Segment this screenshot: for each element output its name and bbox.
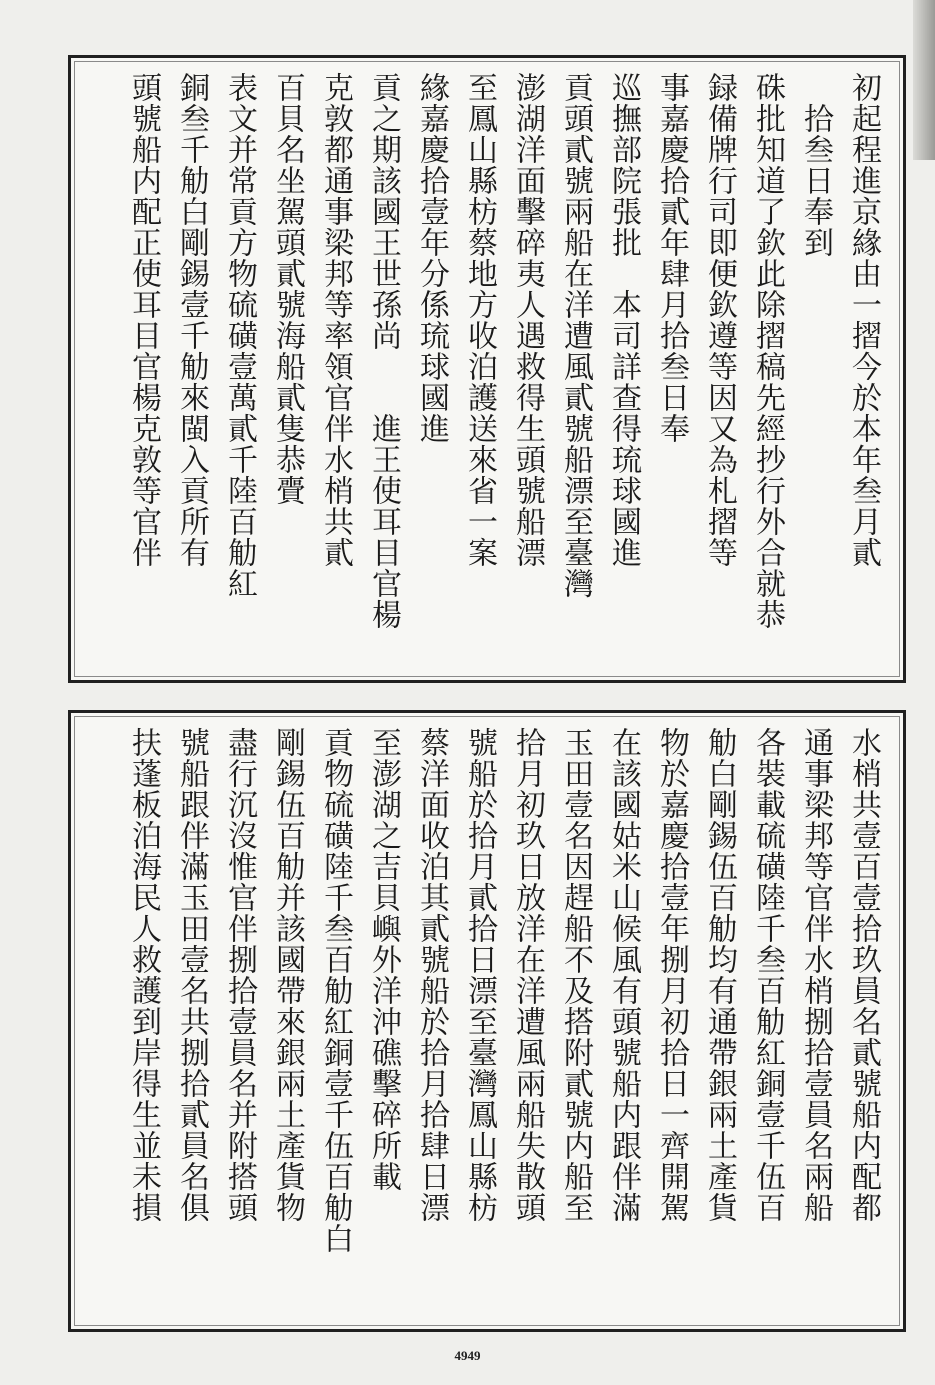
text-column: 各裝載硫磺陸千叁百觔紅銅壹千伍百	[750, 727, 785, 1223]
text-column: 頭號船内配正使耳目官楊克敦等官伴	[126, 72, 161, 568]
text-column: 通事梁邦等官伴水梢捌拾壹員名兩船	[798, 727, 833, 1223]
text-column: 物於嘉慶拾壹年捌月初拾日一齊開駕	[654, 727, 689, 1223]
text-column: 表文并常貢方物硫磺壹萬貳千陸百觔紅	[222, 72, 257, 599]
text-column: 硃批知道了欽此除摺稿先經抄行外合就恭	[750, 72, 785, 630]
text-column: 貢物硫磺陸千叁百觔紅銅壹千伍百觔白	[318, 727, 353, 1254]
top-text-columns	[121, 72, 885, 666]
scan-edge-shadow	[913, 0, 935, 160]
text-column: 澎湖洋面擊碎夷人遇救得生頭號船漂	[510, 72, 545, 568]
text-column: 貢頭貳號兩船在洋遭風貳號船漂至臺灣	[558, 72, 593, 599]
text-column: 號船跟伴滿玉田壹名共捌拾貳員名俱	[174, 727, 209, 1223]
text-column: 至鳳山縣枋蔡地方收泊護送來省一案	[462, 72, 497, 568]
page-number: 4949	[454, 1348, 481, 1363]
text-column: 緣嘉慶拾壹年分係琉球國進	[414, 72, 449, 444]
text-column: 巡撫部院張批 本司詳查得琉球國進	[606, 72, 641, 568]
text-column: 至澎湖之吉貝嶼外洋沖礁擊碎所載	[366, 727, 401, 1192]
text-column: 剛錫伍百觔并該國帶來銀兩土產貨物	[270, 727, 305, 1223]
text-column: 拾月初玖日放洋在洋遭風兩船失散頭	[510, 727, 545, 1223]
bottom-document-panel	[68, 710, 906, 1332]
top-document-panel	[68, 55, 906, 683]
bottom-text-columns	[121, 727, 885, 1315]
text-column: 銅叁千觔白剛錫壹千觔來閩入貢所有	[174, 72, 209, 568]
text-column: 拾叁日奉到	[798, 72, 833, 258]
text-column: 蔡洋面收泊其貳號船於拾月拾肆日漂	[414, 727, 449, 1223]
text-column: 扶蓬板泊海民人救護到岸得生並未損	[126, 727, 161, 1223]
text-column: 克敦都通事梁邦等率領官伴水梢共貳	[318, 72, 353, 568]
text-column: 水梢共壹百壹拾玖員名貳號船内配都	[846, 727, 881, 1223]
text-column: 百貝名坐駕頭貳號海船貳隻恭賷	[270, 72, 305, 506]
text-column: 玉田壹名因趕船不及搭附貳號内船至	[558, 727, 593, 1223]
text-column: 觔白剛錫伍百觔均有通帶銀兩土產貨	[702, 727, 737, 1223]
text-column: 貢之期該國王世孫尚 進王使耳目官楊	[366, 72, 401, 630]
text-column: 盡行沉沒惟官伴捌拾壹員名并附搭頭	[222, 727, 257, 1223]
text-column: 事嘉慶拾貳年肆月拾叁日奉	[654, 72, 689, 444]
text-column: 在該國姑米山候風有頭號船内跟伴滿	[606, 727, 641, 1223]
text-column: 録備牌行司即便欽遵等因又為札摺等	[702, 72, 737, 568]
text-column: 號船於拾月貳拾日漂至臺灣鳳山縣枋	[462, 727, 497, 1223]
text-column: 初起程進京緣由一摺今於本年叁月貳	[846, 72, 881, 568]
